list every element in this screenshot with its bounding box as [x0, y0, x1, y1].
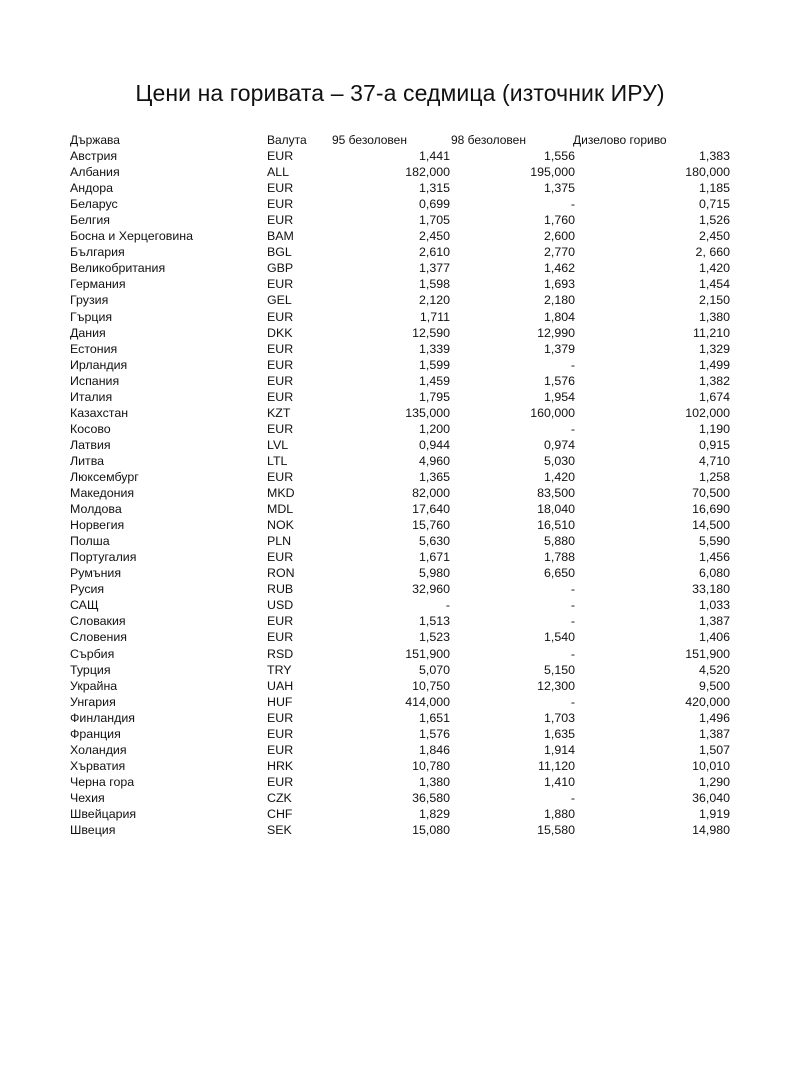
currency-cell: TRY — [267, 662, 292, 677]
currency-cell: LTL — [267, 453, 288, 468]
table-row — [70, 613, 734, 629]
table-row — [70, 501, 734, 517]
diesel-cell: 1,507 — [698, 742, 730, 757]
currency-cell: BGL — [267, 245, 292, 260]
petrol-95-cell: 15,080 — [412, 823, 450, 838]
currency-cell: EUR — [267, 341, 294, 356]
petrol-98-cell: 1,635 — [543, 726, 575, 741]
diesel-cell: 1,499 — [698, 357, 730, 372]
petrol-98-cell: 2,180 — [543, 293, 575, 308]
petrol-95-cell: 414,000 — [405, 694, 450, 709]
country-cell: Латвия — [70, 437, 111, 452]
country-cell: Германия — [70, 277, 126, 292]
petrol-98-cell: - — [570, 646, 575, 661]
table-row — [70, 694, 734, 710]
country-cell: Ирландия — [70, 357, 128, 372]
diesel-cell: 420,000 — [685, 694, 730, 709]
table-row — [70, 212, 734, 228]
petrol-95-cell: 1,200 — [418, 421, 450, 436]
petrol-95-cell: 17,640 — [412, 502, 450, 517]
petrol-95-cell: 0,699 — [418, 197, 450, 212]
diesel-cell: 14,500 — [692, 518, 730, 533]
table-body — [70, 148, 734, 838]
petrol-95-cell: 36,580 — [412, 790, 450, 805]
currency-cell: EUR — [267, 421, 294, 436]
diesel-cell: 1,387 — [698, 614, 730, 629]
currency-cell: CZK — [267, 790, 292, 805]
country-cell: Украйна — [70, 678, 118, 693]
diesel-cell: 1,387 — [698, 726, 730, 741]
country-cell: Норвегия — [70, 518, 125, 533]
country-cell: Сърбия — [70, 646, 115, 661]
header-country: Държава — [70, 133, 120, 147]
petrol-95-cell: 15,760 — [412, 518, 450, 533]
currency-cell: EUR — [267, 213, 294, 228]
petrol-98-cell: 1,804 — [543, 309, 575, 324]
table-row — [70, 292, 734, 308]
currency-cell: EUR — [267, 357, 294, 372]
petrol-95-cell: 12,590 — [412, 325, 450, 340]
currency-cell: EUR — [267, 181, 294, 196]
country-cell: Люксембург — [70, 469, 139, 484]
petrol-95-cell: 10,780 — [412, 758, 450, 773]
petrol-98-cell: 1,788 — [543, 550, 575, 565]
diesel-cell: 1,258 — [698, 469, 730, 484]
currency-cell: LVL — [267, 437, 289, 452]
country-cell: Албания — [70, 165, 120, 180]
table-row — [70, 357, 734, 373]
header-petrol-98: 98 безоловен — [451, 133, 526, 147]
table-row — [70, 758, 734, 774]
country-cell: Словакия — [70, 614, 126, 629]
table-header-row — [70, 132, 734, 148]
currency-cell: NOK — [267, 518, 294, 533]
currency-cell: ALL — [267, 165, 290, 180]
table-row — [70, 485, 734, 501]
table-row — [70, 244, 734, 260]
petrol-98-cell: 1,703 — [543, 710, 575, 725]
petrol-98-cell: 5,030 — [543, 453, 575, 468]
table-row — [70, 790, 734, 806]
country-cell: Унгария — [70, 694, 116, 709]
diesel-cell: 10,010 — [692, 758, 730, 773]
petrol-95-cell: 5,980 — [418, 566, 450, 581]
petrol-98-cell: 1,954 — [543, 389, 575, 404]
currency-cell: EUR — [267, 373, 294, 388]
currency-cell: RSD — [267, 646, 294, 661]
country-cell: Австрия — [70, 149, 118, 164]
currency-cell: RON — [267, 566, 295, 581]
petrol-98-cell: 1,420 — [543, 469, 575, 484]
petrol-98-cell: 1,375 — [543, 181, 575, 196]
table-row — [70, 148, 734, 164]
diesel-cell: 5,590 — [698, 534, 730, 549]
country-cell: Хърватия — [70, 758, 126, 773]
table-row — [70, 180, 734, 196]
petrol-95-cell: 1,711 — [419, 309, 450, 324]
petrol-95-cell: 1,671 — [418, 550, 450, 565]
currency-cell: EUR — [267, 277, 294, 292]
header-petrol-95: 95 безоловен — [332, 133, 407, 147]
table-row — [70, 421, 734, 437]
country-cell: Беларус — [70, 197, 118, 212]
petrol-98-cell: 195,000 — [530, 165, 575, 180]
country-cell: Великобритания — [70, 261, 166, 276]
petrol-95-cell: 4,960 — [418, 453, 450, 468]
petrol-95-cell: 135,000 — [405, 405, 450, 420]
table-row — [70, 742, 734, 758]
country-cell: Холандия — [70, 742, 127, 757]
country-cell: Португалия — [70, 550, 137, 565]
currency-cell: GBP — [267, 261, 294, 276]
diesel-cell: 2, 660 — [695, 245, 730, 260]
country-cell: Казахстан — [70, 405, 129, 420]
table-row — [70, 437, 734, 453]
diesel-cell: 0,715 — [698, 197, 730, 212]
currency-cell: EUR — [267, 469, 294, 484]
table-row — [70, 774, 734, 790]
petrol-98-cell: 1,556 — [543, 149, 575, 164]
currency-cell: EUR — [267, 630, 294, 645]
petrol-95-cell: 5,070 — [418, 662, 450, 677]
diesel-cell: 11,210 — [693, 325, 730, 340]
currency-cell: HUF — [267, 694, 293, 709]
petrol-98-cell: 0,974 — [543, 437, 575, 452]
diesel-cell: 70,500 — [692, 486, 730, 501]
petrol-95-cell: 1,599 — [418, 357, 450, 372]
table-row — [70, 549, 734, 565]
table-row — [70, 453, 734, 469]
petrol-95-cell: 2,120 — [418, 293, 450, 308]
country-cell: Чехия — [70, 790, 105, 805]
diesel-cell: 1,033 — [698, 598, 730, 613]
diesel-cell: 1,380 — [698, 309, 730, 324]
country-cell: Косово — [70, 421, 111, 436]
petrol-95-cell: 82,000 — [412, 486, 450, 501]
petrol-95-cell: 151,900 — [405, 646, 450, 661]
diesel-cell: 151,900 — [685, 646, 730, 661]
fuel-price-table — [70, 132, 734, 838]
petrol-95-cell: 1,705 — [418, 213, 450, 228]
table-row — [70, 373, 734, 389]
petrol-98-cell: - — [570, 197, 575, 212]
currency-cell: UAH — [267, 678, 294, 693]
table-row — [70, 646, 734, 662]
petrol-95-cell: 1,523 — [418, 630, 450, 645]
currency-cell: EUR — [267, 550, 294, 565]
currency-cell: EUR — [267, 710, 294, 725]
petrol-95-cell: 10,750 — [412, 678, 450, 693]
diesel-cell: 4,710 — [698, 453, 730, 468]
petrol-95-cell: 2,610 — [418, 245, 450, 260]
currency-cell: MDL — [267, 502, 294, 517]
currency-cell: USD — [267, 598, 294, 613]
petrol-98-cell: 1,379 — [543, 341, 575, 356]
country-cell: Румъния — [70, 566, 122, 581]
petrol-98-cell: 5,880 — [543, 534, 575, 549]
country-cell: Литва — [70, 453, 105, 468]
petrol-98-cell: - — [570, 421, 575, 436]
table-row — [70, 276, 734, 292]
table-row — [70, 662, 734, 678]
table-row — [70, 309, 734, 325]
currency-cell: EUR — [267, 774, 294, 789]
petrol-95-cell: 1,846 — [418, 742, 450, 757]
petrol-95-cell: 1,441 — [418, 149, 450, 164]
table-row — [70, 260, 734, 276]
country-cell: България — [70, 245, 125, 260]
petrol-98-cell: 16,510 — [537, 518, 575, 533]
petrol-95-cell: 2,450 — [418, 229, 450, 244]
header-currency: Валута — [267, 133, 307, 147]
country-cell: Франция — [70, 726, 121, 741]
petrol-98-cell: 11,120 — [538, 758, 575, 773]
diesel-cell: 36,040 — [692, 790, 730, 805]
country-cell: Полша — [70, 534, 110, 549]
petrol-95-cell: 1,795 — [418, 389, 450, 404]
petrol-95-cell: 1,829 — [418, 806, 450, 821]
country-cell: Турция — [70, 662, 111, 677]
country-cell: САЩ — [70, 598, 99, 613]
diesel-cell: 1,919 — [698, 806, 730, 821]
table-row — [70, 726, 734, 742]
table-row — [70, 164, 734, 180]
petrol-98-cell: 12,300 — [537, 678, 575, 693]
petrol-95-cell: 1,339 — [418, 341, 450, 356]
petrol-98-cell: - — [570, 582, 575, 597]
table-row — [70, 405, 734, 421]
country-cell: Италия — [70, 389, 113, 404]
table-row — [70, 565, 734, 581]
diesel-cell: 1,329 — [698, 341, 730, 356]
header-diesel: Дизелово гориво — [573, 133, 667, 147]
petrol-98-cell: 18,040 — [537, 502, 575, 517]
country-cell: Македония — [70, 486, 135, 501]
table-row — [70, 196, 734, 212]
diesel-cell: 1,290 — [698, 774, 730, 789]
currency-cell: CHF — [267, 806, 293, 821]
currency-cell: PLN — [267, 534, 292, 549]
table-row — [70, 581, 734, 597]
country-cell: Естония — [70, 341, 118, 356]
petrol-98-cell: 6,650 — [543, 566, 575, 581]
petrol-95-cell: 1,377 — [418, 261, 450, 276]
petrol-95-cell: 32,960 — [412, 582, 450, 597]
country-cell: Русия — [70, 582, 105, 597]
diesel-cell: 1,382 — [698, 373, 730, 388]
petrol-95-cell: 5,630 — [418, 534, 450, 549]
diesel-cell: 1,496 — [698, 710, 730, 725]
document-title: Цени на горивата – 37-а седмица (източник ИРУ) — [135, 80, 665, 106]
diesel-cell: 16,690 — [692, 502, 730, 517]
petrol-95-cell: 1,459 — [418, 373, 450, 388]
petrol-98-cell: 1,880 — [543, 806, 575, 821]
country-cell: Молдова — [70, 502, 122, 517]
petrol-98-cell: 1,693 — [543, 277, 575, 292]
country-cell: Швейцария — [70, 806, 137, 821]
petrol-98-cell: 1,760 — [543, 213, 575, 228]
table-row — [70, 678, 734, 694]
currency-cell: GEL — [267, 293, 292, 308]
table-row — [70, 517, 734, 533]
diesel-cell: 180,000 — [685, 165, 730, 180]
table-row — [70, 710, 734, 726]
currency-cell: EUR — [267, 614, 294, 629]
petrol-98-cell: 1,410 — [543, 774, 575, 789]
petrol-98-cell: 15,580 — [537, 823, 575, 838]
petrol-98-cell: 12,990 — [537, 325, 575, 340]
petrol-98-cell: 160,000 — [530, 405, 575, 420]
currency-cell: BAM — [267, 229, 294, 244]
currency-cell: KZT — [267, 405, 291, 420]
diesel-cell: 1,190 — [698, 421, 730, 436]
diesel-cell: 6,080 — [698, 566, 730, 581]
table-row — [70, 533, 734, 549]
country-cell: Черна гора — [70, 774, 135, 789]
diesel-cell: 0,915 — [698, 437, 730, 452]
petrol-98-cell: 5,150 — [543, 662, 575, 677]
table-row — [70, 806, 734, 822]
petrol-98-cell: - — [570, 598, 575, 613]
petrol-95-cell: 1,513 — [418, 614, 450, 629]
currency-cell: SEK — [267, 823, 292, 838]
currency-cell: MKD — [267, 486, 295, 501]
diesel-cell: 1,674 — [698, 389, 730, 404]
petrol-98-cell: 2,770 — [543, 245, 575, 260]
table-row — [70, 597, 734, 613]
country-cell: Гърция — [70, 309, 113, 324]
diesel-cell: 1,454 — [698, 277, 730, 292]
diesel-cell: 2,150 — [698, 293, 730, 308]
table-row — [70, 822, 734, 838]
petrol-95-cell: 182,000 — [405, 165, 450, 180]
currency-cell: RUB — [267, 582, 294, 597]
currency-cell: EUR — [267, 726, 294, 741]
petrol-95-cell: 1,380 — [418, 774, 450, 789]
diesel-cell: 9,500 — [698, 678, 730, 693]
petrol-95-cell: 1,315 — [418, 181, 450, 196]
currency-cell: DKK — [267, 325, 293, 340]
table-row — [70, 341, 734, 357]
petrol-95-cell: 1,576 — [418, 726, 450, 741]
diesel-cell: 1,383 — [698, 149, 730, 164]
diesel-cell: 1,420 — [698, 261, 730, 276]
petrol-98-cell: 1,462 — [543, 261, 575, 276]
diesel-cell: 102,000 — [685, 405, 730, 420]
diesel-cell: 33,180 — [692, 582, 730, 597]
petrol-98-cell: 83,500 — [537, 486, 575, 501]
country-cell: Испания — [70, 373, 120, 388]
country-cell: Босна и Херцеговина — [70, 229, 194, 244]
diesel-cell: 1,406 — [698, 630, 730, 645]
diesel-cell: 2,450 — [698, 229, 730, 244]
country-cell: Грузия — [70, 293, 109, 308]
table-row — [70, 389, 734, 405]
petrol-98-cell: - — [570, 790, 575, 805]
table-row — [70, 325, 734, 341]
country-cell: Дания — [70, 325, 106, 340]
currency-cell: HRK — [267, 758, 294, 773]
petrol-98-cell: - — [570, 614, 575, 629]
petrol-98-cell: 2,600 — [543, 229, 575, 244]
country-cell: Финландия — [70, 710, 136, 725]
table-row — [70, 228, 734, 244]
diesel-cell: 14,980 — [692, 823, 730, 838]
currency-cell: EUR — [267, 309, 294, 324]
diesel-cell: 1,526 — [698, 213, 730, 228]
currency-cell: EUR — [267, 149, 294, 164]
petrol-95-cell: 1,365 — [418, 469, 450, 484]
currency-cell: EUR — [267, 389, 294, 404]
petrol-95-cell: 1,598 — [418, 277, 450, 292]
diesel-cell: 4,520 — [698, 662, 730, 677]
petrol-98-cell: 1,914 — [543, 742, 575, 757]
table-row — [70, 629, 734, 645]
petrol-95-cell: 0,944 — [418, 437, 450, 452]
country-cell: Швеция — [70, 823, 116, 838]
table-row — [70, 469, 734, 485]
country-cell: Словения — [70, 630, 128, 645]
petrol-98-cell: 1,540 — [543, 630, 575, 645]
country-cell: Андора — [70, 181, 114, 196]
petrol-98-cell: - — [570, 357, 575, 372]
currency-cell: EUR — [267, 197, 294, 212]
petrol-95-cell: - — [445, 598, 450, 613]
petrol-98-cell: - — [570, 694, 575, 709]
petrol-98-cell: 1,576 — [543, 373, 575, 388]
diesel-cell: 1,456 — [698, 550, 730, 565]
diesel-cell: 1,185 — [698, 181, 730, 196]
country-cell: Белгия — [70, 213, 110, 228]
petrol-95-cell: 1,651 — [418, 710, 450, 725]
currency-cell: EUR — [267, 742, 294, 757]
